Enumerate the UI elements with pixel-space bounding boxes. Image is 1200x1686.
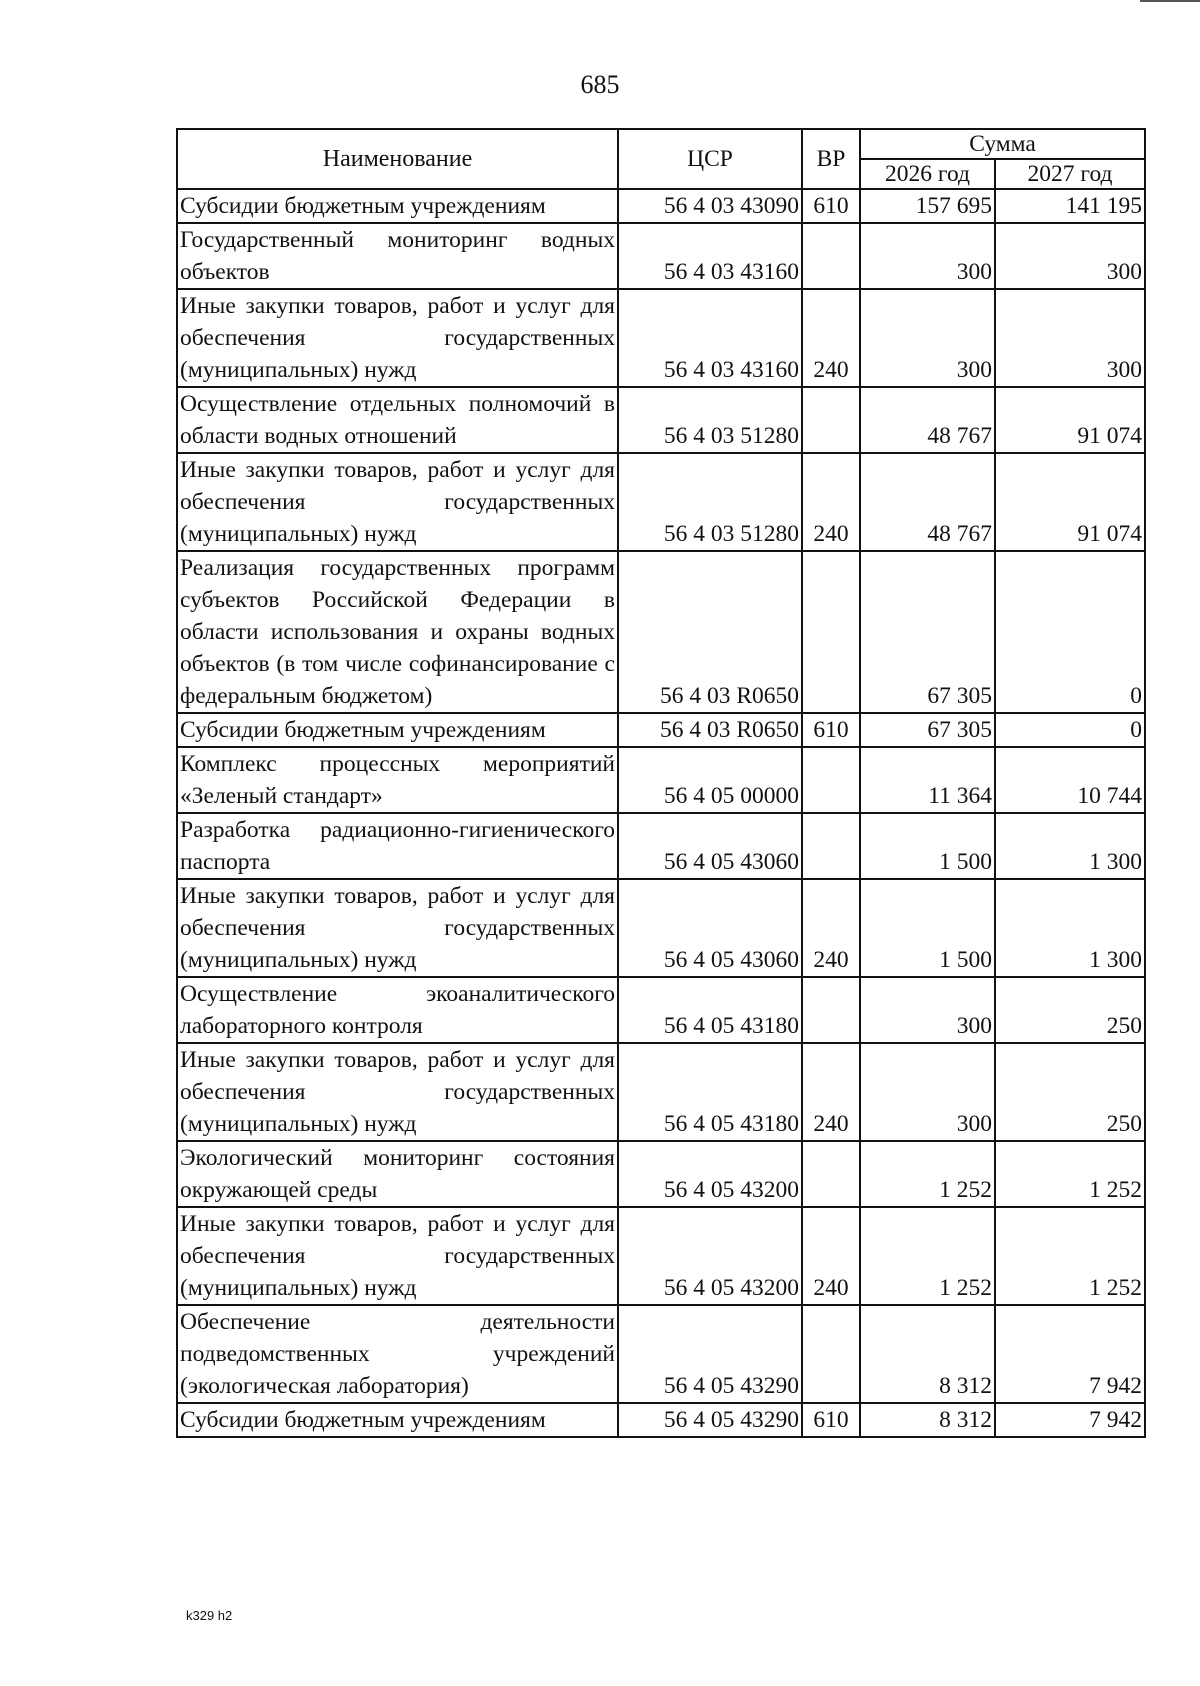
row-amount-2027: 1 300 — [995, 813, 1145, 879]
row-csr: 56 4 05 43180 — [618, 1043, 802, 1141]
row-amount-2026: 157 695 — [860, 189, 995, 223]
row-amount-2026: 8 312 — [860, 1305, 995, 1403]
row-name: Комплекс процессных мероприятий «Зеленый стандарт» — [177, 747, 618, 813]
column-header-name: Наименование — [177, 129, 618, 189]
row-amount-2027: 1 252 — [995, 1207, 1145, 1305]
row-name: Обеспечение деятельности подведомственных учреждений (экологическая лаборатория) — [177, 1305, 618, 1403]
table-row — [177, 453, 1145, 551]
row-amount-2027: 7 942 — [995, 1305, 1145, 1403]
column-header-2027: 2027 год — [995, 159, 1145, 189]
document-code: k329 h2 — [186, 1608, 233, 1623]
page-number: 685 — [580, 70, 620, 99]
table-row — [177, 1141, 1145, 1207]
row-name: Реализация государственных программ субъектов Российской Федерации в области использования и охраны водных объектов (в том числе софинансирование с федеральным бюджетом) — [177, 551, 618, 713]
row-amount-2027: 91 074 — [995, 453, 1145, 551]
row-amount-2026: 1 252 — [860, 1207, 995, 1305]
row-csr: 56 4 05 43290 — [618, 1305, 802, 1403]
table-row — [177, 813, 1145, 879]
table-row — [177, 1305, 1145, 1403]
row-name: Субсидии бюджетным учреждениям — [177, 189, 618, 223]
row-amount-2027: 250 — [995, 977, 1145, 1043]
row-amount-2027: 0 — [995, 713, 1145, 747]
table-header — [177, 129, 1145, 189]
row-csr: 56 4 03 R0650 — [618, 713, 802, 747]
scan-edge-mark — [1140, 0, 1200, 2]
row-amount-2026: 1 500 — [860, 813, 995, 879]
row-csr: 56 4 05 43060 — [618, 813, 802, 879]
row-amount-2027: 1 252 — [995, 1141, 1145, 1207]
row-amount-2026: 48 767 — [860, 387, 995, 453]
row-vr — [802, 813, 860, 879]
row-amount-2027: 1 300 — [995, 879, 1145, 977]
row-vr — [802, 387, 860, 453]
row-csr: 56 4 03 43160 — [618, 289, 802, 387]
row-csr: 56 4 05 43060 — [618, 879, 802, 977]
budget-table — [176, 128, 1146, 1438]
row-name: Осуществление отдельных полномочий в области водных отношений — [177, 387, 618, 453]
row-amount-2026: 300 — [860, 223, 995, 289]
table-row — [177, 387, 1145, 453]
column-header-sum: Сумма — [860, 129, 1145, 159]
row-amount-2026: 300 — [860, 1043, 995, 1141]
row-csr: 56 4 05 43180 — [618, 977, 802, 1043]
row-amount-2027: 141 195 — [995, 189, 1145, 223]
row-name: Субсидии бюджетным учреждениям — [177, 1403, 618, 1437]
row-amount-2026: 300 — [860, 289, 995, 387]
table-row — [177, 223, 1145, 289]
column-header-vr: ВР — [802, 129, 860, 189]
row-amount-2026: 1 252 — [860, 1141, 995, 1207]
row-name: Государственный мониторинг водных объектов — [177, 223, 618, 289]
row-vr: 610 — [802, 1403, 860, 1437]
table-row — [177, 879, 1145, 977]
table-row — [177, 977, 1145, 1043]
row-vr: 240 — [802, 1043, 860, 1141]
table-row — [177, 189, 1145, 223]
row-vr — [802, 747, 860, 813]
row-name: Иные закупки товаров, работ и услуг для обеспечения государственных (муниципальных) нужд — [177, 1207, 618, 1305]
row-amount-2027: 10 744 — [995, 747, 1145, 813]
table-row — [177, 551, 1145, 713]
row-name: Иные закупки товаров, работ и услуг для обеспечения государственных (муниципальных) нужд — [177, 453, 618, 551]
row-csr: 56 4 05 00000 — [618, 747, 802, 813]
row-name: Экологический мониторинг состояния окружающей среды — [177, 1141, 618, 1207]
table-row — [177, 289, 1145, 387]
table-body — [177, 189, 1145, 1437]
row-amount-2027: 300 — [995, 289, 1145, 387]
table-row — [177, 1403, 1145, 1437]
row-csr: 56 4 03 43160 — [618, 223, 802, 289]
table-row — [177, 747, 1145, 813]
row-amount-2026: 1 500 — [860, 879, 995, 977]
row-amount-2027: 91 074 — [995, 387, 1145, 453]
row-vr: 240 — [802, 453, 860, 551]
row-name: Субсидии бюджетным учреждениям — [177, 713, 618, 747]
row-vr — [802, 1305, 860, 1403]
row-vr: 240 — [802, 879, 860, 977]
row-vr — [802, 977, 860, 1043]
row-amount-2027: 300 — [995, 223, 1145, 289]
row-amount-2027: 250 — [995, 1043, 1145, 1141]
row-name: Разработка радиационно-гигиенического паспорта — [177, 813, 618, 879]
table-row — [177, 1207, 1145, 1305]
header-row-top — [177, 129, 1145, 159]
column-header-2026: 2026 год — [860, 159, 995, 189]
row-amount-2026: 48 767 — [860, 453, 995, 551]
row-vr: 610 — [802, 189, 860, 223]
row-vr: 610 — [802, 713, 860, 747]
row-csr: 56 4 05 43200 — [618, 1207, 802, 1305]
row-csr: 56 4 05 43200 — [618, 1141, 802, 1207]
row-amount-2026: 67 305 — [860, 551, 995, 713]
row-vr — [802, 1141, 860, 1207]
row-vr — [802, 223, 860, 289]
row-csr: 56 4 03 43090 — [618, 189, 802, 223]
table-row — [177, 713, 1145, 747]
row-name: Иные закупки товаров, работ и услуг для обеспечения государственных (муниципальных) нужд — [177, 879, 618, 977]
table-row — [177, 1043, 1145, 1141]
row-csr: 56 4 03 51280 — [618, 387, 802, 453]
row-csr: 56 4 05 43290 — [618, 1403, 802, 1437]
row-amount-2027: 7 942 — [995, 1403, 1145, 1437]
row-name: Иные закупки товаров, работ и услуг для обеспечения государственных (муниципальных) нужд — [177, 289, 618, 387]
row-vr: 240 — [802, 1207, 860, 1305]
row-csr: 56 4 03 R0650 — [618, 551, 802, 713]
row-vr — [802, 551, 860, 713]
row-vr: 240 — [802, 289, 860, 387]
row-csr: 56 4 03 51280 — [618, 453, 802, 551]
row-name: Осуществление экоаналитического лабораторного контроля — [177, 977, 618, 1043]
row-amount-2026: 67 305 — [860, 713, 995, 747]
row-amount-2026: 8 312 — [860, 1403, 995, 1437]
row-name: Иные закупки товаров, работ и услуг для обеспечения государственных (муниципальных) нужд — [177, 1043, 618, 1141]
row-amount-2026: 300 — [860, 977, 995, 1043]
row-amount-2026: 11 364 — [860, 747, 995, 813]
column-header-csr: ЦСР — [618, 129, 802, 189]
row-amount-2027: 0 — [995, 551, 1145, 713]
